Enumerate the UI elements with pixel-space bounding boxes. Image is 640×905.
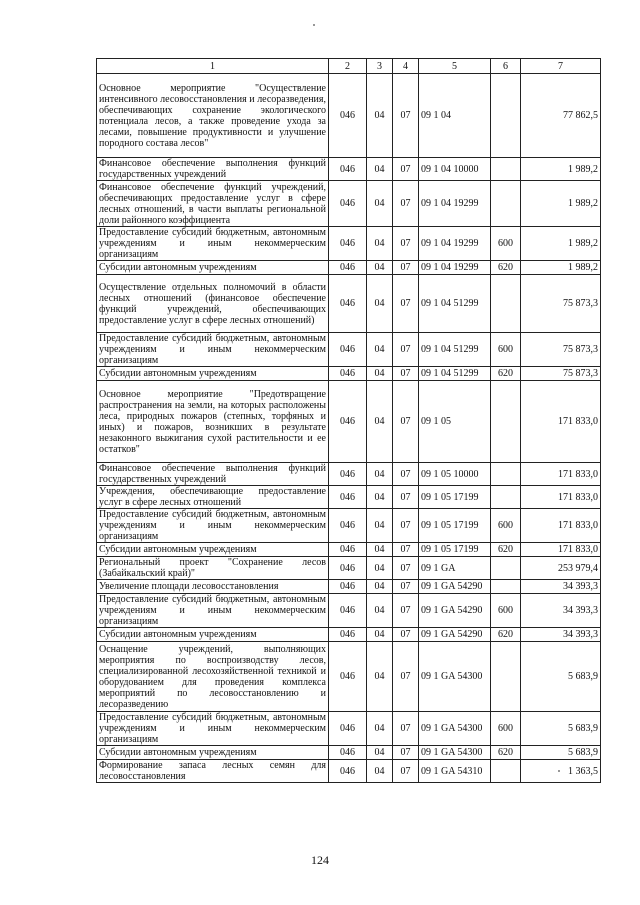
cell-amount: 5 683,9 (521, 712, 601, 746)
table-row (97, 746, 601, 760)
header-row (97, 59, 601, 74)
cell-grbs: 046 (329, 367, 367, 381)
cell-amount: 171 833,0 (521, 543, 601, 557)
cell-grbs: 046 (329, 746, 367, 760)
cell-target-code: 09 1 05 10000 (419, 463, 491, 486)
cell-subsection: 07 (393, 642, 419, 712)
cell-expense-type: 620 (491, 261, 521, 275)
cell-amount: 5 683,9 (521, 642, 601, 712)
cell-section: 04 (367, 333, 393, 367)
cell-name: Региональный проект "Сохранение лесов (Забайкальский край)" (97, 557, 329, 580)
cell-target-code: 09 1 04 51299 (419, 333, 491, 367)
cell-section: 04 (367, 746, 393, 760)
cell-amount: 5 683,9 (521, 746, 601, 760)
cell-grbs: 046 (329, 227, 367, 261)
cell-target-code: 09 1 05 17199 (419, 486, 491, 509)
cell-subsection: 07 (393, 746, 419, 760)
cell-expense-type (491, 74, 521, 158)
cell-expense-type (491, 463, 521, 486)
cell-amount: 171 833,0 (521, 463, 601, 486)
cell-expense-type (491, 760, 521, 783)
header-col-5: 5 (419, 59, 491, 74)
cell-amount: 171 833,0 (521, 381, 601, 463)
cell-target-code: 09 1 04 51299 (419, 367, 491, 381)
cell-grbs: 046 (329, 275, 367, 333)
cell-amount: 34 393,3 (521, 628, 601, 642)
table-row (97, 367, 601, 381)
cell-amount: 75 873,3 (521, 333, 601, 367)
cell-name: Предоставление субсидий бюджетным, автономным учреждениям и иным некоммерческим организациям (97, 509, 329, 543)
cell-name: Субсидии автономным учреждениям (97, 261, 329, 275)
cell-subsection: 07 (393, 74, 419, 158)
cell-subsection: 07 (393, 367, 419, 381)
cell-name: Предоставление субсидий бюджетным, автономным учреждениям и иным некоммерческим организациям (97, 227, 329, 261)
header-col-4: 4 (393, 59, 419, 74)
cell-amount: 1 363,5 (521, 760, 601, 783)
cell-subsection: 07 (393, 543, 419, 557)
table-row (97, 486, 601, 509)
cell-grbs: 046 (329, 381, 367, 463)
cell-target-code: 09 1 04 10000 (419, 158, 491, 181)
cell-expense-type (491, 181, 521, 227)
cell-grbs: 046 (329, 463, 367, 486)
cell-name: Финансовое обеспечение функций учреждений, обеспечивающих предоставление услуг в сфере лесных отношений, в части выплаты региональной доли районного коэффициента (97, 181, 329, 227)
cell-grbs: 046 (329, 261, 367, 275)
cell-grbs: 046 (329, 74, 367, 158)
cell-name: Субсидии автономным учреждениям (97, 628, 329, 642)
cell-grbs: 046 (329, 486, 367, 509)
header-col-7: 7 (521, 59, 601, 74)
cell-target-code: 09 1 GA 54290 (419, 580, 491, 594)
cell-subsection: 07 (393, 463, 419, 486)
cell-expense-type: 600 (491, 333, 521, 367)
cell-subsection: 07 (393, 509, 419, 543)
cell-grbs: 046 (329, 158, 367, 181)
cell-section: 04 (367, 261, 393, 275)
table-row (97, 181, 601, 227)
cell-target-code: 09 1 04 (419, 74, 491, 158)
table-row (97, 463, 601, 486)
cell-grbs: 046 (329, 760, 367, 783)
cell-section: 04 (367, 181, 393, 227)
cell-target-code: 09 1 GA 54290 (419, 594, 491, 628)
cell-expense-type (491, 381, 521, 463)
scan-speck (313, 24, 315, 26)
table-row (97, 509, 601, 543)
page-number: 124 (311, 853, 329, 867)
cell-name: Основное мероприятие "Предотвращение распространения на земли, на которых расположены леса, природных пожаров (степных, торфяных и иных) и пожаров, возникших в результате незаконного выжигания сухой растительности и ее остатков" (97, 381, 329, 463)
cell-section: 04 (367, 760, 393, 783)
budget-table (96, 58, 601, 783)
cell-name: Субсидии автономным учреждениям (97, 367, 329, 381)
cell-amount: 1 989,2 (521, 227, 601, 261)
cell-amount: 253 979,4 (521, 557, 601, 580)
table-row (97, 580, 601, 594)
cell-subsection: 07 (393, 580, 419, 594)
cell-target-code: 09 1 05 17199 (419, 509, 491, 543)
cell-name: Субсидии автономным учреждениям (97, 746, 329, 760)
cell-expense-type: 620 (491, 628, 521, 642)
cell-subsection: 07 (393, 594, 419, 628)
cell-subsection: 07 (393, 181, 419, 227)
header-col-2: 2 (329, 59, 367, 74)
cell-target-code: 09 1 GA 54300 (419, 746, 491, 760)
cell-section: 04 (367, 367, 393, 381)
header-col-1: 1 (97, 59, 329, 74)
cell-name: Увеличение площади лесовосстановления (97, 580, 329, 594)
cell-grbs: 046 (329, 543, 367, 557)
cell-amount: 171 833,0 (521, 486, 601, 509)
cell-amount: 34 393,3 (521, 580, 601, 594)
cell-amount: 75 873,3 (521, 367, 601, 381)
cell-expense-type: 600 (491, 509, 521, 543)
cell-grbs: 046 (329, 580, 367, 594)
cell-subsection: 07 (393, 760, 419, 783)
cell-section: 04 (367, 74, 393, 158)
cell-target-code: 09 1 04 19299 (419, 261, 491, 275)
cell-section: 04 (367, 642, 393, 712)
table-row (97, 712, 601, 746)
cell-name: Субсидии автономным учреждениям (97, 543, 329, 557)
cell-name: Предоставление субсидий бюджетным, автономным учреждениям и иным некоммерческим организациям (97, 594, 329, 628)
cell-section: 04 (367, 628, 393, 642)
cell-expense-type (491, 642, 521, 712)
cell-target-code: 09 1 05 17199 (419, 543, 491, 557)
cell-grbs: 046 (329, 594, 367, 628)
cell-name: Основное мероприятие "Осуществление интенсивного лесовосстановления и лесоразведения, обеспечивающих сохранение экологического потенциала лесов, а также проведение ухода за лесами, повышение продуктивности и улучшение породного состава лесов" (97, 74, 329, 158)
cell-name: Предоставление субсидий бюджетным, автономным учреждениям и иным некоммерческим организациям (97, 712, 329, 746)
cell-expense-type (491, 275, 521, 333)
cell-section: 04 (367, 486, 393, 509)
cell-expense-type: 620 (491, 543, 521, 557)
header-col-6: 6 (491, 59, 521, 74)
cell-amount: 75 873,3 (521, 275, 601, 333)
table-row (97, 642, 601, 712)
table-row (97, 74, 601, 158)
table-row (97, 158, 601, 181)
cell-amount: 1 989,2 (521, 181, 601, 227)
cell-subsection: 07 (393, 486, 419, 509)
cell-section: 04 (367, 580, 393, 594)
cell-expense-type (491, 486, 521, 509)
cell-section: 04 (367, 712, 393, 746)
cell-target-code: 09 1 GA 54310 (419, 760, 491, 783)
cell-expense-type: 600 (491, 227, 521, 261)
cell-amount: 171 833,0 (521, 509, 601, 543)
cell-grbs: 046 (329, 628, 367, 642)
cell-name: Учреждения, обеспечивающие предоставление услуг в сфере лесных отношений (97, 486, 329, 509)
cell-section: 04 (367, 557, 393, 580)
table-row (97, 261, 601, 275)
cell-subsection: 07 (393, 557, 419, 580)
cell-expense-type: 600 (491, 712, 521, 746)
cell-name: Осуществление отдельных полномочий в области лесных отношений (финансовое обеспечение функций учреждений, обеспечивающих предоставление услуг в сфере лесных отношений) (97, 275, 329, 333)
table-row (97, 628, 601, 642)
cell-section: 04 (367, 381, 393, 463)
cell-amount: 77 862,5 (521, 74, 601, 158)
cell-target-code: 09 1 04 19299 (419, 227, 491, 261)
cell-amount: 34 393,3 (521, 594, 601, 628)
cell-subsection: 07 (393, 227, 419, 261)
cell-grbs: 046 (329, 333, 367, 367)
cell-target-code: 09 1 05 (419, 381, 491, 463)
cell-expense-type (491, 158, 521, 181)
header-col-3: 3 (367, 59, 393, 74)
cell-subsection: 07 (393, 628, 419, 642)
cell-amount: 1 989,2 (521, 261, 601, 275)
cell-name: Финансовое обеспечение выполнения функций государственных учреждений (97, 463, 329, 486)
cell-section: 04 (367, 275, 393, 333)
cell-name: Оснащение учреждений, выполняющих мероприятия по воспроизводству лесов, специализированной лесохозяйственной техникой и оборудованием для проведения комплекса мероприятий по лесовосстановлению и лесоразведению (97, 642, 329, 712)
cell-subsection: 07 (393, 333, 419, 367)
cell-section: 04 (367, 463, 393, 486)
cell-subsection: 07 (393, 275, 419, 333)
cell-expense-type: 600 (491, 594, 521, 628)
cell-section: 04 (367, 543, 393, 557)
table-row (97, 594, 601, 628)
cell-target-code: 09 1 GA 54300 (419, 642, 491, 712)
table-row (97, 227, 601, 261)
cell-subsection: 07 (393, 381, 419, 463)
cell-name: Предоставление субсидий бюджетным, автономным учреждениям и иным некоммерческим организациям (97, 333, 329, 367)
cell-expense-type (491, 557, 521, 580)
cell-grbs: 046 (329, 642, 367, 712)
cell-subsection: 07 (393, 261, 419, 275)
table-row (97, 760, 601, 783)
table-row (97, 381, 601, 463)
cell-grbs: 046 (329, 557, 367, 580)
table-row (97, 543, 601, 557)
cell-subsection: 07 (393, 158, 419, 181)
cell-target-code: 09 1 GA 54300 (419, 712, 491, 746)
table-row (97, 333, 601, 367)
cell-target-code: 09 1 04 51299 (419, 275, 491, 333)
cell-section: 04 (367, 227, 393, 261)
table-body (97, 74, 601, 783)
cell-grbs: 046 (329, 181, 367, 227)
cell-grbs: 046 (329, 712, 367, 746)
scan-speck (558, 770, 560, 772)
cell-expense-type: 620 (491, 746, 521, 760)
cell-expense-type: 620 (491, 367, 521, 381)
cell-target-code: 09 1 GA (419, 557, 491, 580)
cell-subsection: 07 (393, 712, 419, 746)
cell-section: 04 (367, 509, 393, 543)
cell-target-code: 09 1 04 19299 (419, 181, 491, 227)
cell-target-code: 09 1 GA 54290 (419, 628, 491, 642)
cell-amount: 1 989,2 (521, 158, 601, 181)
table-row (97, 275, 601, 333)
cell-name: Формирование запаса лесных семян для лесовосстановления (97, 760, 329, 783)
cell-grbs: 046 (329, 509, 367, 543)
cell-name: Финансовое обеспечение выполнения функций государственных учреждений (97, 158, 329, 181)
table-row (97, 557, 601, 580)
cell-section: 04 (367, 158, 393, 181)
cell-expense-type (491, 580, 521, 594)
cell-section: 04 (367, 594, 393, 628)
